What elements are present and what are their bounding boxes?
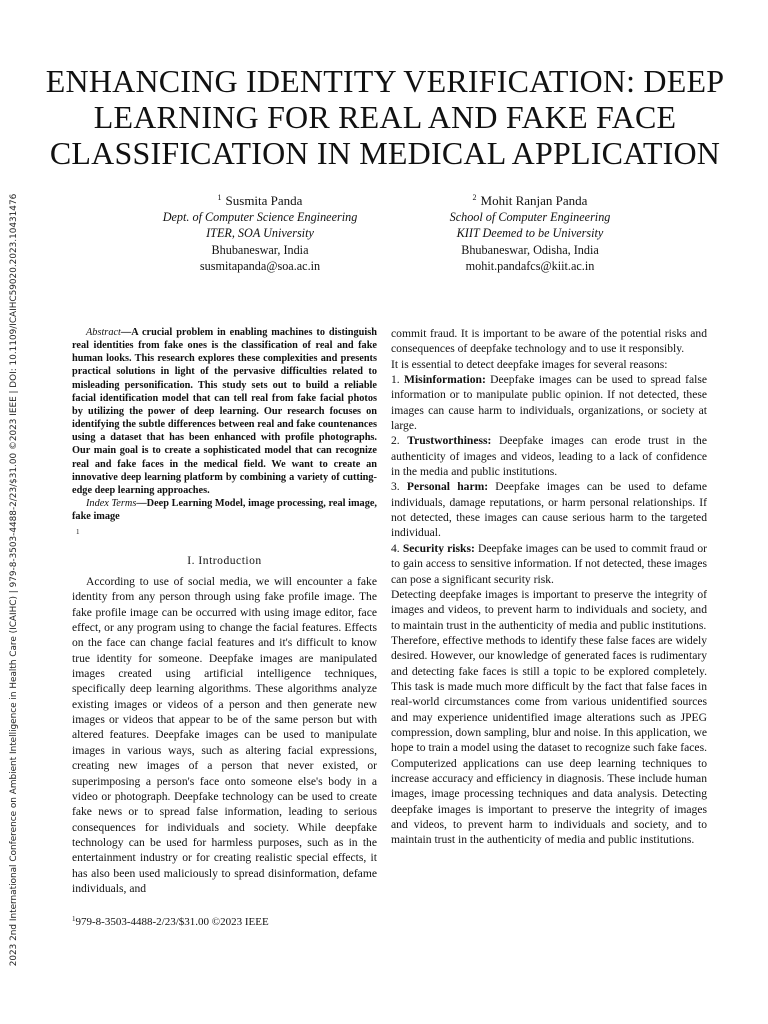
list-item bbox=[391, 479, 707, 540]
footnote-mark: 1 bbox=[76, 528, 80, 537]
list-item-number: 4. bbox=[391, 541, 400, 555]
paragraph: Detecting deepfake images is important to preserve the integrity of images and videos, to prevent harm to individuals and society, and to maintain trust in the authenticity of media and public institutions. bbox=[391, 587, 707, 632]
paragraph: Therefore, effective methods to identify these false faces are widely desired. However, our knowledge of generated faces is rudimentary and detecting fake faces is still a topic to be explored completely. This task is made much more difficult by the fact that false faces in real-world circumstances come from various unidentified sources and may experience unidentified image alterations such as JPEG compression, down sampling, blur and noise. In this application, we hope to train a model using the dataset to recognize such fake faces. Computerized applications can use deep learning techniques to increase accuracy and efficiency in diagnosis. These include human images, image processing techniques and data analysis. Detecting deepfake images is important to preserve the integrity of images and videos, to prevent harm to individuals and society, and to maintain trust in the authenticity of media and public institutions. bbox=[391, 633, 707, 847]
title-line: LEARNING FOR REAL AND FAKE FACE bbox=[93, 99, 677, 135]
copyright-footnote bbox=[72, 915, 269, 928]
sidebar-citation-text: 2023 2nd International Conference on Ambient Intelligence in Health Care (ICAIHC) | 979-8-3503-4488-2/23/$31.00 ©2023 IEEE | DOI: 10.1109/ICAIHC59020.2023.10431476 bbox=[9, 193, 19, 967]
author-department: Dept. of Computer Science Engineering bbox=[162, 210, 358, 225]
list-item-number: 3. bbox=[391, 480, 400, 494]
list-item-text: Deepfake images can be used to commit fraud or to gain access to sensitive information. If not detected, these images can pose a significant security risk. bbox=[391, 541, 708, 586]
section-heading bbox=[72, 553, 377, 568]
list-item-label: Trustworthiness: bbox=[407, 434, 492, 448]
section-title: Introduction bbox=[198, 553, 262, 567]
intro-paragraph: According to use of social media, we will encounter a fake identity from any person through using fake profile image. The fake profile image can be occurred with using image editor, face effect, or any program using to change the facial features. Effects on the face can change facial features and it's difficult to know true identity for someone. Deepfake images are manipulated images created using artificial intelligence techniques, specifically deep learning algorithms. These algorithms analyze existing images or videos of a person and then generate new images or videos that appear to be of the same person but with altered features. Deepfake images can be used to manipulate images in various ways, such as altering facial expressions, creating new images of a person that never existed, or superimposing a person's face onto someone else's body in a video or photograph. Deepfake technology can be used to create fake news or to spread false information, leading to serious consequences for individuals and society. While deepfake technology can be used for harmless purposes, such as in the entertainment industry or for creating realistic special effects, it has also been used maliciously to spread disinformation, defame individuals, and bbox=[72, 575, 377, 895]
paragraph: It is essential to detect deepfake images for several reasons: bbox=[391, 357, 668, 371]
index-terms-text: —Deep Learning Model, image processing, real image, fake image bbox=[72, 498, 378, 523]
footnote-text: 979-8-3503-4488-2/23/$31.00 ©2023 IEEE bbox=[75, 916, 269, 928]
abstract-text: —A crucial problem in enabling machines to distinguish real identities from fake ones is the classification of real and fake human looks. This research explores these complexities and presents practical solutions in light of the pervasive difficulties related to misleading personification. This study sets out to build a reliable facial identification model that can tell real from fake facial photos by utilizing the power of deep learning. Our research focuses on identifying the subtle differences between real and fake countenances using a dataset that has been enhanced with profile photographs. Our main goal is to create a sophisticated model that can recognize real and fake faces in the medical field. We want to create an innovative deep learning platform by combining a variety of cutting-edge deep learning approaches. bbox=[72, 327, 377, 496]
author-location: Bhubaneswar, India bbox=[211, 242, 309, 257]
list-item bbox=[391, 433, 707, 479]
abstract bbox=[72, 326, 377, 497]
author-name bbox=[120, 190, 400, 209]
list-item-label: Misinformation: bbox=[404, 373, 486, 387]
list-item-label: Security risks: bbox=[402, 541, 475, 555]
index-terms-label: Index Terms bbox=[86, 498, 137, 510]
sidebar-citation bbox=[0, 0, 28, 1024]
author-location: Bhubaneswar, Odisha, India bbox=[461, 242, 599, 257]
author-name-text: Mohit Ranjan Panda bbox=[480, 193, 588, 208]
list-item-number: 2. bbox=[391, 434, 400, 448]
index-terms bbox=[72, 497, 377, 523]
list-item-text: Deepfake images can be used to spread false information or to manipulate public opinion. If not detected, these images can cause harm to individuals, organizations, or society at large. bbox=[391, 373, 707, 433]
author-number: 1 bbox=[217, 193, 222, 202]
author-institution: KIIT Deemed to be University bbox=[456, 226, 604, 241]
list-item-text: Deepfake images can erode trust in the authenticity of images and videos, leading to a lack of confidence in the media and public institutions. bbox=[391, 434, 707, 479]
title-line: CLASSIFICATION IN MEDICAL APPLICATION bbox=[49, 135, 721, 171]
author-name bbox=[390, 190, 670, 209]
paragraph: commit fraud. It is important to be aware of the potential risks and consequences of deepfake technology and to use it responsibly. bbox=[391, 327, 707, 356]
author-email: mohit.pandafcs@kiit.ac.in bbox=[465, 258, 595, 273]
author-block-2 bbox=[390, 190, 670, 274]
author-email: susmitapanda@soa.ac.in bbox=[199, 258, 321, 273]
author-number: 2 bbox=[472, 193, 477, 202]
footnote-mark: 1 bbox=[72, 915, 76, 923]
left-column bbox=[72, 326, 377, 896]
abstract-label: Abstract bbox=[86, 327, 121, 338]
author-institution: ITER, SOA University bbox=[206, 226, 314, 241]
list-item-number: 1. bbox=[391, 373, 400, 387]
author-block-1 bbox=[120, 190, 400, 274]
list-item-text: Deepfake images can be used to defame individuals, damage reputations, or harm personal relationships. If not detected, these images can cause serious harm to the targeted individual. bbox=[391, 480, 707, 540]
author-name-text: Susmita Panda bbox=[225, 193, 303, 208]
list-item-label: Personal harm: bbox=[406, 480, 489, 494]
right-column bbox=[391, 326, 707, 848]
list-item bbox=[391, 372, 707, 433]
author-department: School of Computer Engineering bbox=[449, 210, 611, 225]
page-title bbox=[40, 63, 730, 171]
section-numeral: I. bbox=[187, 553, 196, 567]
title-line: ENHANCING IDENTITY VERIFICATION: DEEP bbox=[45, 63, 725, 99]
list-item bbox=[391, 541, 707, 587]
